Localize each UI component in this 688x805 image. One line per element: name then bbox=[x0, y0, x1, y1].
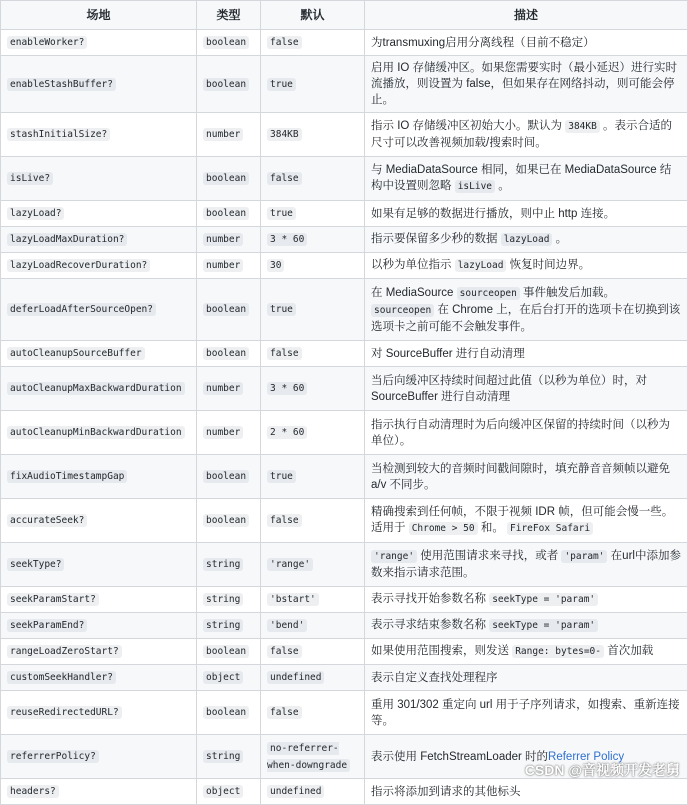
description-segment: 以秒为单位指示 bbox=[371, 259, 455, 271]
description-text bbox=[371, 672, 498, 684]
cell-description bbox=[365, 499, 688, 543]
cell-field bbox=[1, 367, 197, 411]
cell-type-value: boolean bbox=[203, 303, 249, 316]
header-field: 场地 bbox=[1, 1, 197, 30]
cell-type-value: boolean bbox=[203, 207, 249, 220]
description-text bbox=[371, 233, 567, 245]
cell-default bbox=[261, 341, 365, 367]
cell-description bbox=[365, 279, 688, 341]
cell-field bbox=[1, 341, 197, 367]
cell-description bbox=[365, 455, 688, 499]
description-segment: 在 Chrome 上，在后台打开的选项卡在切换到该选项卡之前可能不会触发事件。 bbox=[371, 303, 681, 333]
cell-type-value: boolean bbox=[203, 36, 249, 49]
cell-default-value: true bbox=[267, 78, 296, 91]
cell-type bbox=[197, 56, 261, 113]
description-text bbox=[371, 164, 671, 192]
cell-type-value: boolean bbox=[203, 78, 249, 91]
cell-field-value: autoCleanupSourceBuffer bbox=[7, 347, 145, 360]
inline-code: FireFox Safari bbox=[507, 522, 593, 535]
table-row bbox=[1, 279, 688, 341]
description-segment: 在url中添加参数来指示请求范围。 bbox=[371, 550, 681, 579]
table-row bbox=[1, 779, 688, 805]
description-segment: 如果使用范围搜索，则发送 bbox=[371, 645, 513, 657]
cell-field bbox=[1, 455, 197, 499]
cell-type bbox=[197, 411, 261, 455]
cell-field-value: seekParamEnd? bbox=[7, 619, 87, 632]
cell-field bbox=[1, 227, 197, 253]
table-row bbox=[1, 201, 688, 227]
cell-description bbox=[365, 411, 688, 455]
description-segment: 指示要保留多少秒的数据 bbox=[371, 233, 501, 245]
cell-default bbox=[261, 691, 365, 735]
cell-default-value: false bbox=[267, 706, 302, 719]
cell-default bbox=[261, 499, 365, 543]
description-segment: 表示寻找开始参数名称 bbox=[371, 593, 490, 605]
cell-type-value: string bbox=[203, 619, 243, 632]
cell-field bbox=[1, 735, 197, 779]
description-text bbox=[371, 619, 598, 631]
cell-field bbox=[1, 201, 197, 227]
description-text bbox=[371, 550, 681, 579]
table-row bbox=[1, 411, 688, 455]
description-segment: 。表示合适的尺寸可以改善视频加载/搜索时间。 bbox=[371, 120, 673, 149]
referrer-policy-link[interactable]: Referrer Policy bbox=[548, 750, 625, 763]
cell-description bbox=[365, 691, 688, 735]
description-segment: 使用范围请求来寻找，或者 bbox=[417, 550, 562, 562]
cell-field bbox=[1, 30, 197, 56]
inline-code: Range: bytes=0- bbox=[512, 645, 604, 658]
description-segment: 精确搜索到任何帧，不限于视频 IDR 帧，但可能会慢一些。适用于 bbox=[371, 506, 674, 534]
cell-field bbox=[1, 613, 197, 639]
inline-code: lazyLoad bbox=[501, 233, 553, 246]
cell-field-value: accurateSeek? bbox=[7, 514, 87, 527]
cell-default-value: undefined bbox=[267, 671, 324, 684]
cell-description bbox=[365, 113, 688, 157]
cell-field-value: reuseRedirectedURL? bbox=[7, 706, 122, 719]
cell-default bbox=[261, 587, 365, 613]
inline-code: sourceopen bbox=[371, 304, 434, 317]
cell-type-value: string bbox=[203, 750, 243, 763]
description-text bbox=[371, 593, 598, 605]
cell-type bbox=[197, 253, 261, 279]
inline-code: seekType = 'param' bbox=[489, 619, 598, 632]
cell-field bbox=[1, 157, 197, 201]
cell-default bbox=[261, 253, 365, 279]
description-segment: 表示使用 FetchStreamLoader 时的 bbox=[371, 750, 549, 763]
cell-default-value: false bbox=[267, 514, 302, 527]
cell-type bbox=[197, 455, 261, 499]
inline-code: 'range' bbox=[371, 550, 417, 563]
cell-default-value: 2 * 60 bbox=[267, 426, 307, 439]
inline-code: 384KB bbox=[565, 120, 600, 133]
cell-type bbox=[197, 157, 261, 201]
description-segment: 事件触发后加载。 bbox=[519, 286, 616, 299]
cell-type bbox=[197, 30, 261, 56]
description-segment: 首次加载 bbox=[604, 645, 654, 657]
cell-type-value: object bbox=[203, 785, 243, 798]
cell-default-value: true bbox=[267, 470, 296, 483]
cell-type-value: boolean bbox=[203, 172, 249, 185]
cell-type-value: number bbox=[203, 233, 243, 246]
cell-type bbox=[197, 613, 261, 639]
table-row bbox=[1, 499, 688, 543]
description-text bbox=[371, 506, 673, 534]
cell-default-value: 3 * 60 bbox=[267, 233, 307, 246]
cell-default bbox=[261, 227, 365, 253]
description-segment: 在 MediaSource bbox=[371, 286, 457, 299]
cell-default bbox=[261, 367, 365, 411]
description-text bbox=[371, 287, 680, 333]
table-row bbox=[1, 613, 688, 639]
description-text bbox=[371, 645, 653, 657]
description-segment: 表示寻求结束参数名称 bbox=[371, 619, 490, 631]
cell-default bbox=[261, 411, 365, 455]
table-body bbox=[1, 30, 688, 805]
description-segment: 对 SourceBuffer 进行自动清理 bbox=[371, 347, 525, 360]
cell-field bbox=[1, 691, 197, 735]
description-text bbox=[371, 419, 670, 447]
cell-field-value: enableWorker? bbox=[7, 36, 87, 49]
cell-description bbox=[365, 543, 688, 587]
cell-type-value: number bbox=[203, 259, 243, 272]
description-segment: 指示 IO 存储缓冲区初始大小。默认为 bbox=[371, 120, 566, 132]
cell-description bbox=[365, 30, 688, 56]
cell-type bbox=[197, 691, 261, 735]
cell-default bbox=[261, 613, 365, 639]
cell-field-value: referrerPolicy? bbox=[7, 750, 99, 763]
table-row bbox=[1, 691, 688, 735]
cell-field-value: deferLoadAfterSourceOpen? bbox=[7, 303, 156, 316]
description-segment: 启用 IO 存储缓冲区。如果您需要实时（最小延迟）进行实时流播放，则设置为 false，但如果存在网络抖动，则可能会停止。 bbox=[371, 62, 678, 106]
cell-field bbox=[1, 113, 197, 157]
description-text bbox=[371, 208, 615, 220]
cell-description bbox=[365, 253, 688, 279]
cell-default bbox=[261, 455, 365, 499]
cell-description bbox=[365, 587, 688, 613]
cell-field bbox=[1, 279, 197, 341]
cell-description bbox=[365, 341, 688, 367]
cell-description bbox=[365, 613, 688, 639]
cell-default-value: true bbox=[267, 207, 296, 220]
cell-field bbox=[1, 665, 197, 691]
cell-type-value: boolean bbox=[203, 470, 249, 483]
inline-code: 'param' bbox=[561, 550, 607, 563]
table-row bbox=[1, 253, 688, 279]
description-text bbox=[371, 37, 595, 49]
table-row bbox=[1, 639, 688, 665]
cell-field bbox=[1, 543, 197, 587]
cell-default-value: 384KB bbox=[267, 128, 302, 141]
description-segment: 恢复时间边界。 bbox=[506, 259, 591, 271]
watermark: CSDN @音视频开发老舅 bbox=[524, 762, 680, 778]
cell-description bbox=[365, 157, 688, 201]
cell-field bbox=[1, 639, 197, 665]
cell-field-value: headers? bbox=[7, 785, 59, 798]
cell-default-value: false bbox=[267, 347, 302, 360]
cell-type bbox=[197, 227, 261, 253]
cell-default-value: 30 bbox=[267, 259, 284, 272]
cell-type bbox=[197, 639, 261, 665]
cell-description bbox=[365, 639, 688, 665]
table-row bbox=[1, 30, 688, 56]
description-segment: 为transmuxing启用分离线程（目前不稳定） bbox=[371, 36, 595, 49]
description-segment: 表示自定义查找处理程序 bbox=[371, 671, 498, 684]
description-segment: 指示将添加到请求的其他标头 bbox=[371, 785, 521, 798]
cell-default bbox=[261, 157, 365, 201]
cell-description bbox=[365, 779, 688, 805]
table-row bbox=[1, 587, 688, 613]
description-text bbox=[371, 786, 521, 798]
cell-default-value: undefined bbox=[267, 785, 324, 798]
cell-type-value: number bbox=[203, 128, 243, 141]
description-text bbox=[371, 120, 672, 149]
inline-code: isLive bbox=[455, 180, 495, 193]
cell-description bbox=[365, 367, 688, 411]
header-type: 类型 bbox=[197, 1, 261, 30]
cell-field-value: isLive? bbox=[7, 172, 53, 185]
cell-default-value: false bbox=[267, 645, 302, 658]
cell-type bbox=[197, 543, 261, 587]
table-row bbox=[1, 455, 688, 499]
cell-field-value: lazyLoadMaxDuration? bbox=[7, 233, 127, 246]
cell-default-value: 'bstart' bbox=[267, 593, 319, 606]
cell-default-value: 'range' bbox=[267, 558, 313, 571]
cell-default-value: 3 * 60 bbox=[267, 382, 307, 395]
inline-code: sourceopen bbox=[457, 287, 520, 300]
table-row bbox=[1, 113, 688, 157]
table-row bbox=[1, 543, 688, 587]
cell-default-value: no-referrer-when-downgrade bbox=[267, 742, 350, 772]
table-row bbox=[1, 367, 688, 411]
description-text bbox=[371, 375, 647, 403]
cell-field-value: rangeLoadZeroStart? bbox=[7, 645, 122, 658]
cell-default bbox=[261, 543, 365, 587]
cell-type bbox=[197, 735, 261, 779]
cell-default bbox=[261, 113, 365, 157]
description-segment: 。 bbox=[495, 180, 510, 192]
cell-type-value: boolean bbox=[203, 347, 249, 360]
cell-type-value: number bbox=[203, 426, 243, 439]
cell-field bbox=[1, 499, 197, 543]
cell-field-value: lazyLoadRecoverDuration? bbox=[7, 259, 150, 272]
table-row bbox=[1, 227, 688, 253]
cell-description bbox=[365, 665, 688, 691]
cell-default bbox=[261, 639, 365, 665]
description-segment: 与 MediaDataSource 相同，如果已在 MediaDataSource 结构中设置则忽略 bbox=[371, 164, 672, 192]
cell-type bbox=[197, 367, 261, 411]
cell-type bbox=[197, 279, 261, 341]
cell-type bbox=[197, 113, 261, 157]
description-text bbox=[371, 463, 670, 491]
cell-type-value: object bbox=[203, 671, 243, 684]
cell-default bbox=[261, 665, 365, 691]
cell-type bbox=[197, 779, 261, 805]
cell-field bbox=[1, 56, 197, 113]
cell-field bbox=[1, 779, 197, 805]
cell-field-value: seekParamStart? bbox=[7, 593, 99, 606]
description-text bbox=[371, 62, 677, 106]
cell-field bbox=[1, 411, 197, 455]
cell-type bbox=[197, 587, 261, 613]
cell-type-value: boolean bbox=[203, 514, 249, 527]
cell-field-value: stashInitialSize? bbox=[7, 128, 110, 141]
table-row bbox=[1, 56, 688, 113]
cell-default bbox=[261, 735, 365, 779]
description-segment: 如果有足够的数据进行播放，则中止 http 连接。 bbox=[371, 207, 616, 220]
description-text bbox=[371, 259, 590, 271]
table-row bbox=[1, 157, 688, 201]
cell-field-value: autoCleanupMinBackwardDuration bbox=[7, 426, 185, 439]
cell-field-value: customSeekHandler? bbox=[7, 671, 116, 684]
cell-type-value: boolean bbox=[203, 706, 249, 719]
cell-default bbox=[261, 279, 365, 341]
cell-default bbox=[261, 201, 365, 227]
table-header-row bbox=[1, 1, 688, 30]
description-segment: 当检测到较大的音频时间戳间隙时，填充静音音频帧以避免 a/v 不同步。 bbox=[371, 462, 670, 491]
table-row bbox=[1, 341, 688, 367]
cell-type bbox=[197, 499, 261, 543]
cell-default bbox=[261, 56, 365, 113]
cell-type-value: string bbox=[203, 593, 243, 606]
cell-description bbox=[365, 201, 688, 227]
inline-code: seekType = 'param' bbox=[489, 593, 598, 606]
description-segment: 指示执行自动清理时为后向缓冲区保留的持续时间（以秒为单位）。 bbox=[371, 418, 670, 447]
cell-field bbox=[1, 587, 197, 613]
description-segment: 重用 301/302 重定向 url 用于子序列请求，如搜索、重新连接等。 bbox=[371, 698, 680, 727]
cell-field bbox=[1, 253, 197, 279]
inline-code: Chrome > 50 bbox=[409, 522, 478, 535]
cell-field-value: fixAudioTimestampGap bbox=[7, 470, 127, 483]
cell-field-value: seekType? bbox=[7, 558, 64, 571]
cell-type bbox=[197, 341, 261, 367]
cell-type-value: string bbox=[203, 558, 243, 571]
cell-description bbox=[365, 227, 688, 253]
header-description: 描述 bbox=[365, 1, 688, 30]
header-default: 默认 bbox=[261, 1, 365, 30]
cell-description bbox=[365, 56, 688, 113]
description-segment: 和。 bbox=[477, 522, 508, 534]
cell-default-value: false bbox=[267, 172, 302, 185]
cell-default bbox=[261, 779, 365, 805]
cell-type bbox=[197, 201, 261, 227]
description-text bbox=[371, 348, 525, 360]
cell-type-value: boolean bbox=[203, 645, 249, 658]
cell-type-value: number bbox=[203, 382, 243, 395]
description-segment: 当后向缓冲区持续时间超过此值（以秒为单位）时，对 SourceBuffer 进行自动清理 bbox=[371, 374, 647, 403]
cell-default bbox=[261, 30, 365, 56]
inline-code: lazyLoad bbox=[455, 259, 507, 272]
cell-default-value: 'bend' bbox=[267, 619, 307, 632]
cell-field-value: lazyLoad? bbox=[7, 207, 64, 220]
table-row bbox=[1, 665, 688, 691]
cell-field-value: enableStashBuffer? bbox=[7, 78, 116, 91]
cell-field-value: autoCleanupMaxBackwardDuration bbox=[7, 382, 185, 395]
description-segment: 。 bbox=[552, 233, 568, 245]
description-text bbox=[371, 699, 680, 727]
cell-type bbox=[197, 665, 261, 691]
cell-default-value: false bbox=[267, 36, 302, 49]
cell-default-value: true bbox=[267, 303, 296, 316]
